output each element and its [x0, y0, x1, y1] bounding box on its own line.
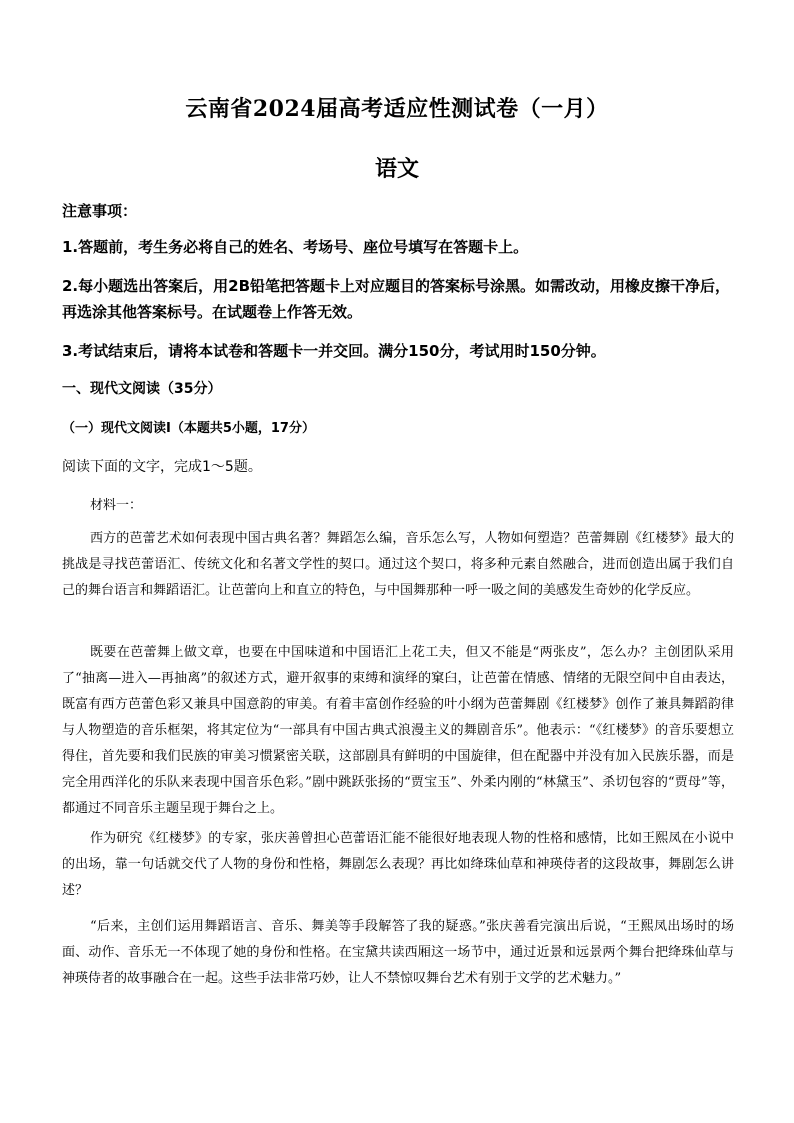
notice-item-1: 1.答题前，考生务必将自己的姓名、考场号、座位号填写在答题卡上。 — [62, 238, 529, 256]
exam-title: 云南省2024届高考适应性测试卷（一月） — [185, 96, 609, 122]
section-title: 一、现代文阅读（35分） — [62, 381, 222, 397]
notice-item-3: 3.考试结束后，请将本试卷和答题卡一并交回。满分150分，考试用时150分钟。 — [62, 342, 606, 360]
paragraph-3: 作为研究《红楼梦》的专家，张庆善曾担心芭蕾语汇能不能很好地表现人物的性格和感情，比如王熙凤在小说中的出场，靠一句话就交代了人物的身份和性格，舞剧怎么表现？再比如绛珠仙草和神瑛侍者的这段故事，舞剧怎么讲述？ — [62, 831, 734, 898]
notice-item-2: 2.每小题选出答案后，用2B铅笔把答题卡上对应题目的答案标号涂黑。如需改动，用橡皮擦干净后，再选涂其他答案标号。在试题卷上作答无效。 — [62, 277, 731, 321]
section-subtitle: （一）现代文阅读Ⅰ（本题共5小题，17分） — [62, 421, 315, 436]
paragraph-4: “后来，主创们运用舞蹈语言、音乐、舞美等手段解答了我的疑惑。”张庆善看完演出后说，“王熙凤出场时的场面、动作、音乐无一不体现了她的身份和性格。在宝黛共读西厢这一场节中，通过近景和远景两个舞台把绛珠仙草与神瑛侍者的故事融合在一起。这些手法非常巧妙，让人不禁惊叹舞台艺术有别于文学的艺术魅力。” — [62, 919, 734, 986]
paragraph-1: 西方的芭蕾艺术如何表现中国古典名著？舞蹈怎么编，音乐怎么写，人物如何塑造？芭蕾舞剧《红楼梦》最大的挑战是寻找芭蕾语汇、传统文化和名著文学性的契口。通过这个契口，将多种元素自然融合，进而创造出属于我们自己的舞台语言和舞蹈语汇。让芭蕾向上和直立的特色，与中国舞那种一呼一吸之间的美感发生奇妙的化学反应。 — [62, 531, 734, 598]
material-label: 材料一： — [90, 498, 143, 513]
notices-heading: 注意事项： — [62, 202, 138, 220]
reading-instruction: 阅读下面的文字，完成1～5题。 — [62, 459, 262, 475]
subject-title: 语文 — [374, 156, 419, 182]
paragraph-2: 既要在芭蕾舞上做文章，也要在中国味道和中国语汇上花工夫，但又不能是“两张皮”，怎么办？主创团队采用了“抽离—进入—再抽离”的叙述方式，避开叙事的束缚和演绎的窠臼，让芭蕾在情感、情绪的无限空间中自由表达，既富有西方芭蕾色彩又兼具中国意韵的审美。有着丰富创作经验的叶小纲为芭蕾舞剧《红楼梦》创作了兼具舞蹈韵律与人物塑造的音乐框架，将其定位为“一部具有中国古典式浪漫主义的舞剧音乐”。他表示：“《红楼梦》的音乐要想立得住，首先要和我们民族的审美习惯紧密关联，这部剧具有鲜明的中国旋律，但在配器中并没有加入民族乐器，而是完全用西洋化的乐队来表现中国音乐色彩。”剧中跳跃张扬的“贾宝玉”、外柔内刚的“林黛玉”、杀切包容的“贾母”等，都通过不同音乐主题呈现于舞台之上。 — [62, 645, 734, 816]
